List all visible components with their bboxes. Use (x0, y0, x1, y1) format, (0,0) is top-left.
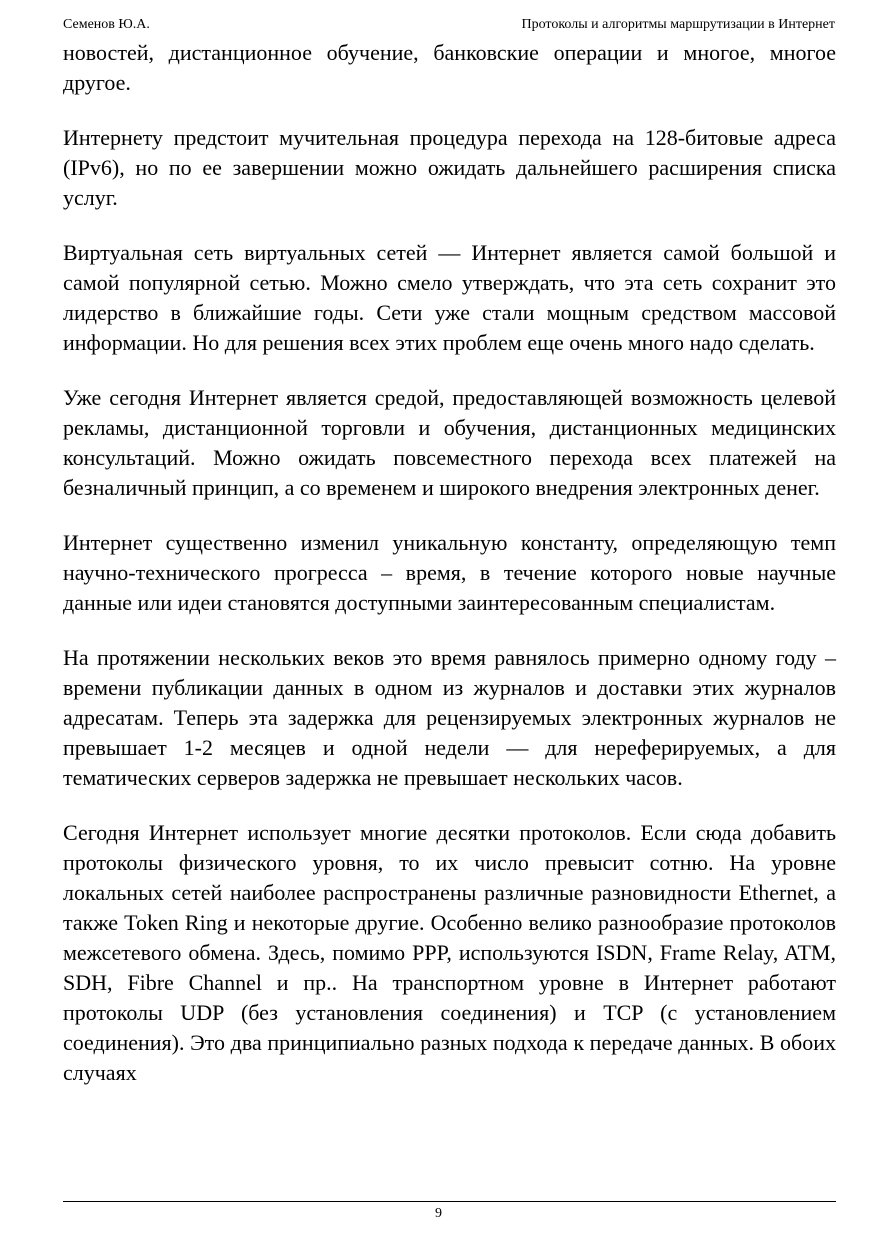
paragraph: Сегодня Интернет использует многие десятки протоколов. Если сюда добавить протоколы физического уровня, то их число превысит сотню. На уровне локальных сетей наиболее распространены различные разновидности Ethernet, а также Token Ring и некоторые другие. Особенно велико разнообразие протоколов межсетевого обмена. Здесь, помимо PPP, используются ISDN, Frame Relay, ATM, SDH, Fibre Channel и пр.. На транспортном уровне в Интернет работают протоколы UDP (без установления соединения) и TCP (с установлением соединения). Это два принципиально разных подхода к передаче данных. В обоих случаях (63, 820, 836, 1085)
header-title: Протоколы и алгоритмы маршрутизации в Интернет (521, 17, 835, 32)
paragraph: Уже сегодня Интернет является средой, предоставляющей возможность целевой рекламы, дистанционной торговли и обучения, дистанционных медицинских консультаций. Можно ожидать повсеместного перехода всех платежей на безналичный принцип, а со временем и широкого внедрения электронных денег. (63, 385, 836, 500)
body-text (63, 38, 836, 1088)
header-author: Семенов Ю.А. (63, 17, 150, 32)
paragraph: Интернет существенно изменил уникальную константу, определяющую темп научно-технического прогресса – время, в течение которого новые научные данные или идеи становятся доступными заинтересованным специалистам. (63, 530, 836, 615)
page-number: 9 (435, 1206, 442, 1221)
paragraph: Интернету предстоит мучительная процедура перехода на 128-битовые адреса (IPv6), но по ее завершении можно ожидать дальнейшего расширения списка услуг. (63, 125, 836, 210)
running-header (63, 14, 835, 36)
paragraph: новостей, дистанционное обучение, банковские операции и многое, многое другое. (63, 40, 836, 95)
footer-divider (63, 1201, 836, 1202)
paragraph: На протяжении нескольких веков это время равнялось примерно одному году – времени публикации данных в одном из журналов и доставки этих журналов адресатам. Теперь эта задержка для рецензируемых электронных журналов не превышает 1-2 месяцев и одной недели — для нереферируемых, а для тематических серверов задержка не превышает нескольких часов. (63, 645, 836, 790)
paragraph: Виртуальная сеть виртуальных сетей — Интернет является самой большой и самой популярной сетью. Можно смело утверждать, что эта сеть сохранит это лидерство в ближайшие годы. Сети уже стали мощным средством массовой информации. Но для решения всех этих проблем еще очень много надо сделать. (63, 240, 836, 355)
